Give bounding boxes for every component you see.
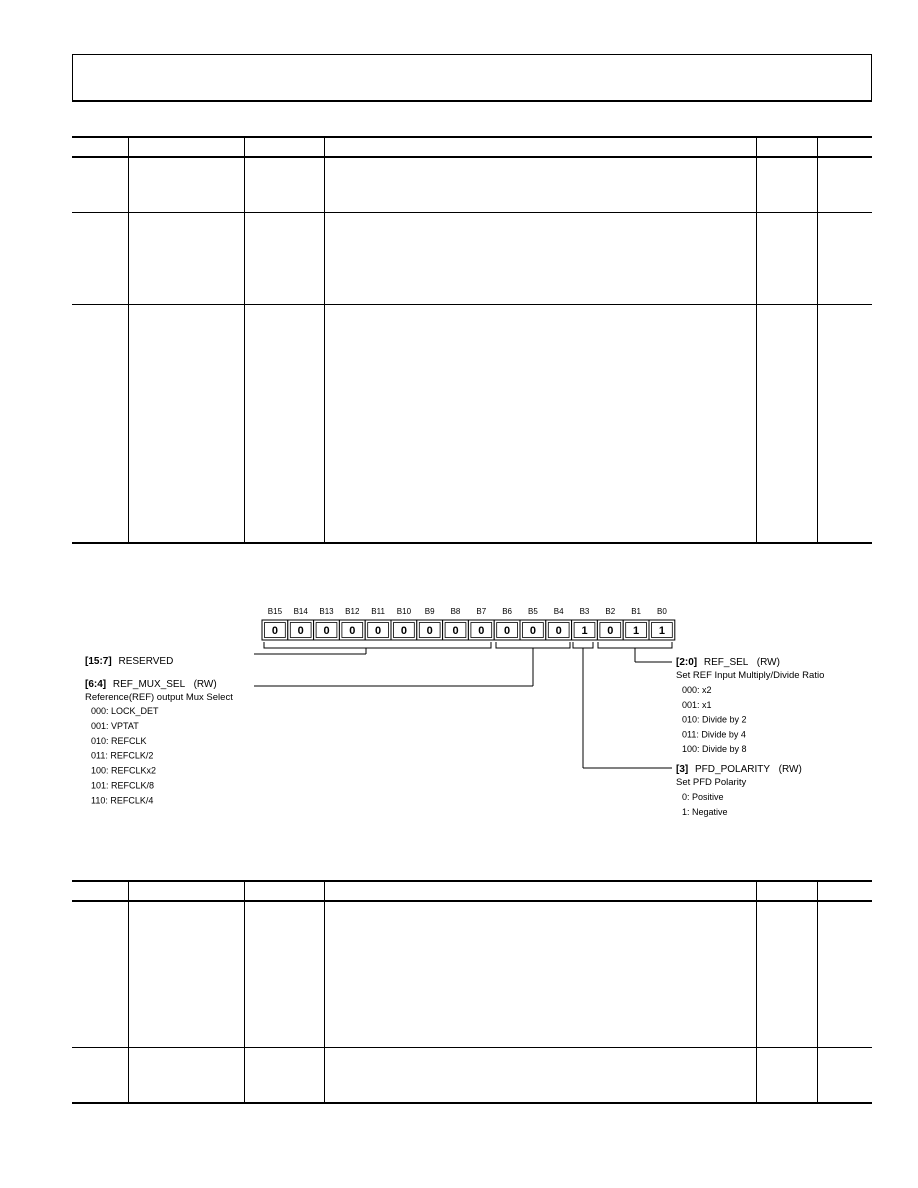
table-row [72,901,872,1047]
bit-cell [623,620,649,640]
bit-value: 0 [426,625,433,637]
bit-value: 1 [633,625,640,637]
table-row [72,1047,872,1103]
option-item: 100: Divide by 8 [682,744,747,755]
header-cell [756,137,817,157]
option-item: 011: REFCLK/2 [91,750,154,761]
table-row [72,304,872,543]
table-row [72,212,872,304]
bit-boxes [262,620,675,640]
bit-label: B12 [345,607,360,616]
pfd-polarity-options [682,792,728,817]
option-item: 101: REFCLK/8 [91,780,155,791]
option-item: 100: REFCLKx2 [91,765,157,776]
bit-value: 0 [400,625,407,637]
bit-label: B0 [657,607,667,616]
bit-value: 0 [375,625,382,637]
pfd-polarity-field-label: [3] PFD_POLARITY (RW) [676,764,802,775]
option-item: 001: x1 [682,699,712,710]
bit-cell [262,620,288,640]
bit-value: 0 [323,625,330,637]
bit-label: B7 [476,607,487,616]
bit-label: B14 [293,607,308,616]
header-cell [817,881,872,901]
table-header-row [72,881,872,901]
ref-mux-sel-description: Reference(REF) output Mux Select [85,692,233,703]
option-item: 000: x2 [682,685,712,695]
option-item: 010: Divide by 2 [682,714,747,725]
bit-value: 1 [581,625,588,637]
bit-value: 0 [478,625,485,637]
ref-sel-bracket [598,642,672,662]
ref-sel-description: Set REF Input Multiply/Divide Ratio [676,670,825,681]
bit-cell [597,620,623,640]
option-item: 001: VPTAT [91,720,139,731]
bit-label: B11 [371,607,385,616]
bit-label: B10 [396,607,412,616]
register-table-bottom [72,880,872,1104]
option-item: 011: Divide by 4 [682,729,746,740]
table-header-row [72,137,872,157]
bit-cell [468,620,494,640]
header-cell [244,881,324,901]
ref-sel-options [682,685,747,754]
header-cell [324,881,756,901]
bit-cell [339,620,365,640]
bit-label: B15 [267,607,283,616]
reserved-bracket [254,642,491,654]
header-cell [324,137,756,157]
bit-label: B3 [579,607,590,616]
header-cell [817,137,872,157]
bit-label: B4 [553,607,564,616]
bit-cell [443,620,469,640]
bit-value: 0 [271,625,278,637]
header-cell [244,137,324,157]
bit-value: 0 [555,625,562,637]
ref-mux-sel-field-label: [6:4] REF_MUX_SEL (RW) [85,679,217,690]
option-item: 0: Positive [682,792,724,802]
register-table-top [72,136,872,544]
bit-value: 1 [658,625,665,637]
header-cell [72,881,128,901]
ref-mux-sel-bracket [254,642,570,686]
option-item: 000: LOCK_DET [91,706,159,716]
bit-cell [649,620,675,640]
bit-label: B5 [528,607,538,616]
bit-label: B6 [502,607,512,616]
bit-cell [520,620,546,640]
bit-value: 0 [349,625,356,637]
bit-labels [268,607,668,616]
bit-label: B8 [450,607,461,616]
bit-cell [391,620,417,640]
option-item: 110: REFCLK/4 [91,795,154,806]
bit-label: B1 [631,607,641,616]
bit-cell [417,620,443,640]
bit-value: 0 [504,625,511,637]
option-item: 1: Negative [682,807,728,817]
header-cell [756,881,817,901]
ref-mux-sel-options [91,706,159,805]
pfd-polarity-bracket [573,642,672,768]
option-item: 010: REFCLK [91,735,147,746]
header-cell [72,137,128,157]
bit-label: B9 [424,607,435,616]
bit-value: 0 [452,625,459,637]
bit-cell [288,620,314,640]
bit-cell [365,620,391,640]
bit-label: B13 [319,607,334,616]
ref-sel-field-label: [2:0] REF_SEL (RW) [676,657,780,668]
bit-cell [572,620,598,640]
pfd-polarity-description: Set PFD Polarity [676,777,747,788]
header-cell [128,137,244,157]
bit-cell [314,620,340,640]
bit-cell [546,620,572,640]
register-bit-diagram [0,590,918,850]
reserved-field-label: [15:7] RESERVED [85,656,174,667]
page-header-box [72,54,872,102]
bit-value: 0 [529,625,536,637]
table-row [72,157,872,212]
bit-value: 0 [297,625,304,637]
bit-value: 0 [607,625,614,637]
header-cell [128,881,244,901]
bit-cell [494,620,520,640]
bit-label: B2 [605,607,616,616]
